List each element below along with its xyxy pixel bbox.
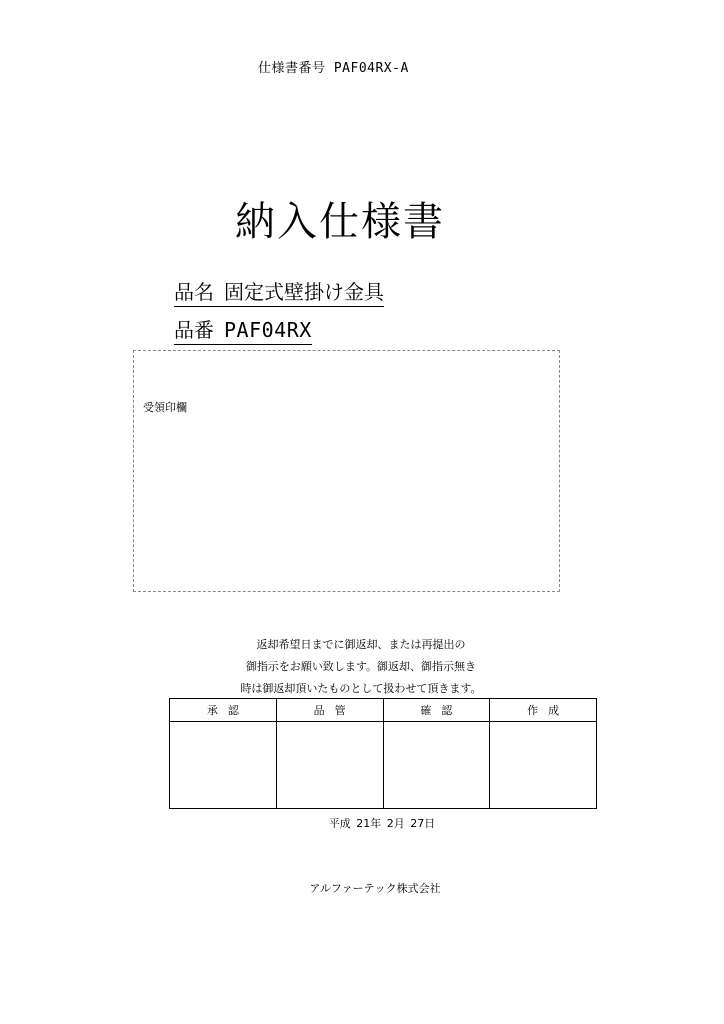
product-number-value: PAF04RX	[224, 318, 312, 342]
product-name-label: 品名	[174, 280, 214, 304]
notice-line-3: 時は御返却頂いたものとして扱わせて頂きます。	[240, 682, 482, 695]
approval-header-approve: 承認	[170, 699, 277, 722]
product-number-label: 品番	[174, 318, 214, 342]
spec-number-label: 仕様書番号	[258, 61, 326, 76]
receipt-stamp-box	[133, 350, 560, 592]
spec-number	[258, 57, 409, 76]
approval-cell-approve	[170, 722, 277, 809]
return-notice	[0, 634, 724, 700]
approval-header-confirm: 確認	[383, 699, 490, 722]
approval-cell-create	[490, 722, 597, 809]
notice-line-1: 返却希望日までに御返却、または再提出の	[256, 638, 466, 651]
approval-cell-confirm	[383, 722, 490, 809]
product-name-value: 固定式壁掛け金具	[224, 280, 384, 304]
approval-cell-quality	[276, 722, 383, 809]
approval-header-create: 作成	[490, 699, 597, 722]
approval-header-row	[170, 699, 597, 722]
product-number-field	[174, 314, 312, 345]
receipt-stamp-label: 受領印欄	[143, 401, 187, 414]
company-name: アルファーテック株式会社	[309, 882, 441, 895]
approval-table	[169, 698, 597, 809]
product-name-field	[174, 276, 384, 307]
notice-line-2: 御指示をお願い致します。御返却、御指示無き	[245, 660, 477, 673]
issue-date: 平成 21年 2月 27日	[328, 817, 436, 830]
spec-number-value: PAF04RX-A	[333, 61, 409, 76]
approval-header-quality: 品管	[276, 699, 383, 722]
approval-stamp-row	[170, 722, 597, 809]
document-title: 納入仕様書	[235, 199, 445, 245]
